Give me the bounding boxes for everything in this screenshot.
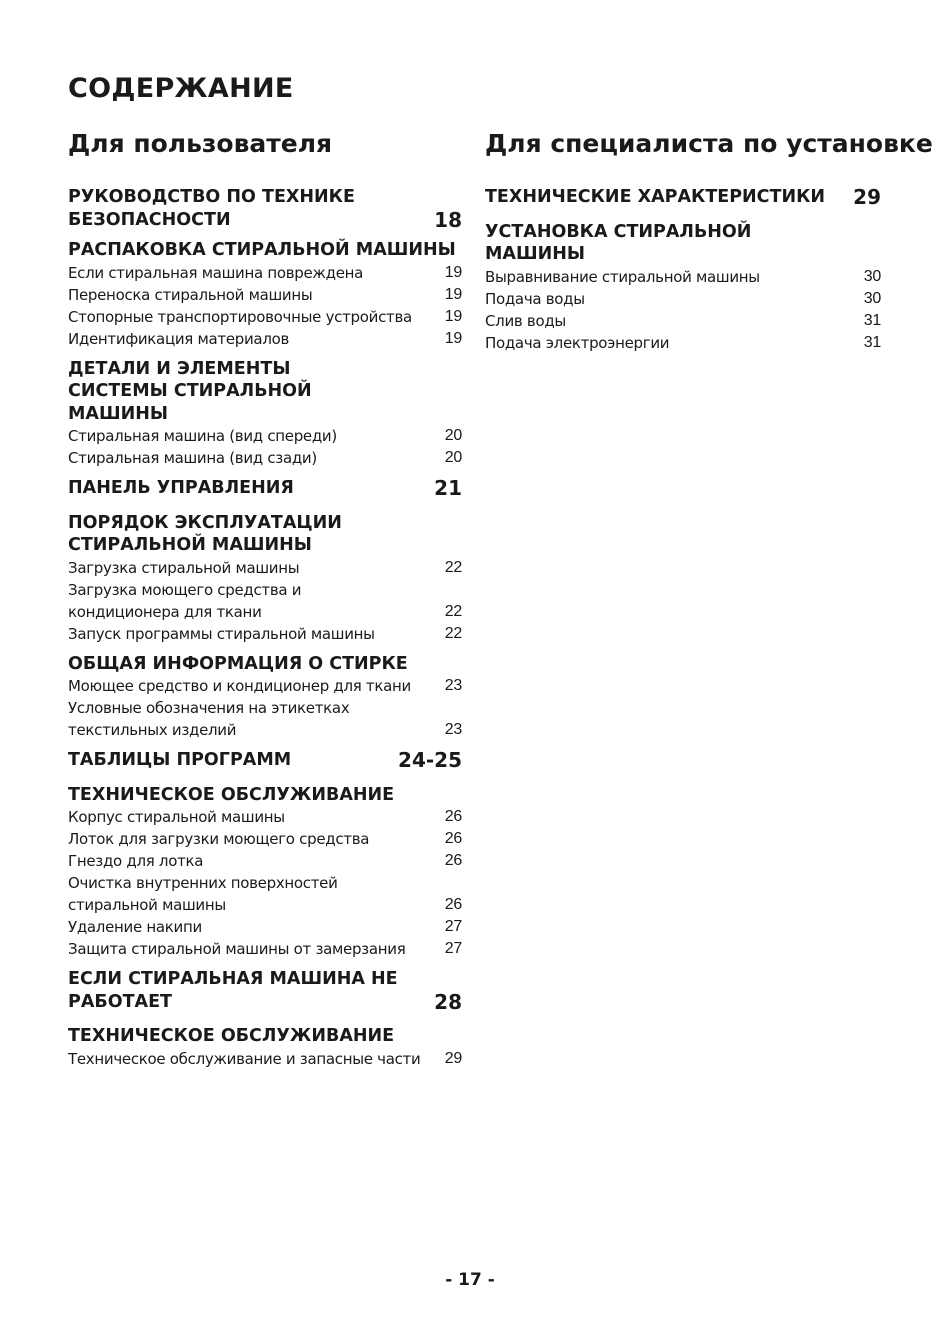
installer-column-title: Для специалиста по установке xyxy=(485,129,933,158)
toc-section-title: ТАБЛИЦЫ ПРОГРАММ xyxy=(68,750,292,770)
toc-entry[interactable] xyxy=(485,310,881,332)
toc-entry-title: Моющее средство и кондиционер для ткани xyxy=(68,677,411,695)
toc-entry[interactable] xyxy=(68,557,462,579)
toc-section-heading[interactable] xyxy=(68,512,462,557)
toc-entry-page: 26 xyxy=(444,852,462,869)
toc-entry-title: Техническое обслуживание и запасные части xyxy=(68,1049,421,1068)
toc-entry-title: Запуск программы стиральной машины xyxy=(68,624,375,643)
toc-entry-page: 27 xyxy=(444,940,462,957)
toc-entry-page: 30 xyxy=(863,289,881,307)
toc-section-title: ОБЩАЯ ИНФОРМАЦИЯ О СТИРКЕ xyxy=(68,653,408,674)
toc-entry-title: Стиральная машина (вид спереди) xyxy=(68,427,337,445)
toc-entry-page: 31 xyxy=(863,333,881,351)
toc-entry[interactable] xyxy=(68,579,462,623)
toc-section-program-tables xyxy=(68,749,462,772)
toc-entry-page: 20 xyxy=(444,427,462,444)
toc-entry-page: 23 xyxy=(444,677,462,694)
toc-entry[interactable] xyxy=(68,850,462,872)
toc-entry-title: Лоток для загрузки моющего средства xyxy=(68,830,370,848)
toc-entry-page: 22 xyxy=(444,602,462,620)
toc-entry[interactable] xyxy=(68,306,462,328)
toc-entry-title: Условные обозначения на этикетках текстильных изделий xyxy=(68,699,350,739)
page-title: СОДЕРЖАНИЕ xyxy=(68,73,294,104)
toc-entry-title: Загрузка стиральной машины xyxy=(68,558,300,577)
toc-section-heading[interactable] xyxy=(485,186,881,209)
toc-section-title: УСТАНОВКА СТИРАЛЬНОЙ МАШИНЫ xyxy=(485,221,752,264)
toc-entry[interactable] xyxy=(68,623,462,645)
toc-entry-page: 31 xyxy=(863,311,881,329)
toc-entry[interactable] xyxy=(68,938,462,960)
toc-section-heading[interactable] xyxy=(68,1025,462,1048)
installer-column xyxy=(485,128,933,362)
toc-entry[interactable] xyxy=(68,1048,462,1070)
toc-entry-page: 19 xyxy=(444,285,462,303)
toc-entry-title: Переноска стиральной машины xyxy=(68,285,313,304)
toc-section-heading[interactable] xyxy=(68,784,462,807)
toc-section-washing-info xyxy=(68,653,462,742)
toc-section-title: ПАНЕЛЬ УПРАВЛЕНИЯ xyxy=(68,478,294,498)
toc-entry-title: Гнездо для лотка xyxy=(68,852,204,870)
toc-entry-page: 22 xyxy=(444,624,462,642)
toc-section-heading[interactable] xyxy=(68,749,462,772)
toc-section-page: 28 xyxy=(434,989,462,1014)
toc-entry-page: 26 xyxy=(444,896,462,913)
toc-section-page: 18 xyxy=(434,207,462,232)
toc-entry-title: Если стиральная машина повреждена xyxy=(68,263,364,282)
toc-section-heading[interactable] xyxy=(68,653,462,676)
toc-entry-title: Корпус стиральной машины xyxy=(68,808,285,826)
toc-entry[interactable] xyxy=(68,872,462,916)
toc-section-heading[interactable] xyxy=(68,186,462,231)
toc-entry-page: 20 xyxy=(444,449,462,466)
toc-entry-title: Подача воды xyxy=(485,289,585,308)
toc-entry[interactable] xyxy=(485,266,881,288)
toc-section-control-panel xyxy=(68,477,462,500)
toc-entry-title: Подача электроэнергии xyxy=(485,333,670,352)
toc-entry[interactable] xyxy=(485,332,881,354)
toc-section-heading[interactable] xyxy=(68,358,462,426)
toc-entry-page: 30 xyxy=(863,267,881,285)
toc-entry-title: Выравнивание стиральной машины xyxy=(485,267,760,286)
toc-section-title: ДЕТАЛИ И ЭЛЕМЕНТЫ СИСТЕМЫ СТИРАЛЬНОЙ МАШИНЫ xyxy=(68,358,312,424)
toc-section-title: ТЕХНИЧЕСКОЕ ОБСЛУЖИВАНИЕ xyxy=(68,1026,395,1046)
toc-entry-title: Стиральная машина (вид сзади) xyxy=(68,449,317,467)
toc-section-heading[interactable] xyxy=(485,221,881,266)
toc-entry[interactable] xyxy=(68,425,462,447)
toc-entry[interactable] xyxy=(68,447,462,469)
toc-entry[interactable] xyxy=(68,328,462,350)
toc-section-title: РУКОВОДСТВО ПО ТЕХНИКЕ БЕЗОПАСНОСТИ xyxy=(68,187,355,230)
toc-entry[interactable] xyxy=(68,697,462,741)
toc-entry-title: Удаление накипи xyxy=(68,918,202,936)
toc-section-title: ЕСЛИ СТИРАЛЬНАЯ МАШИНА НЕ РАБОТАЕТ xyxy=(68,969,398,1012)
toc-entry-page: 26 xyxy=(444,808,462,825)
toc-entry-page: 27 xyxy=(444,918,462,935)
toc-entry-page: 26 xyxy=(444,830,462,847)
toc-section-troubleshooting xyxy=(68,968,462,1013)
toc-section-parts xyxy=(68,358,462,470)
toc-entry-page: 29 xyxy=(444,1049,462,1067)
toc-entry-page: 22 xyxy=(444,558,462,576)
toc-entry-title: Загрузка моющего средства и кондиционера для ткани xyxy=(68,580,302,621)
toc-section-title: ТЕХНИЧЕСКИЕ ХАРАКТЕРИСТИКИ xyxy=(485,187,826,207)
toc-entry-title: Очистка внутренних поверхностей стиральной машины xyxy=(68,874,338,914)
toc-entry[interactable] xyxy=(68,675,462,697)
toc-section-page: 29 xyxy=(853,185,881,209)
toc-entry[interactable] xyxy=(68,916,462,938)
toc-section-title: ТЕХНИЧЕСКОЕ ОБСЛУЖИВАНИЕ xyxy=(68,784,395,805)
toc-section-title: РАСПАКОВКА СТИРАЛЬНОЙ МАШИНЫ xyxy=(68,240,456,260)
toc-section-maintenance xyxy=(68,784,462,961)
toc-section-specifications xyxy=(485,186,881,209)
toc-entry[interactable] xyxy=(68,284,462,306)
toc-entry-title: Защита стиральной машины от замерзания xyxy=(68,940,406,958)
toc-section-page: 21 xyxy=(434,476,462,500)
toc-section-safety xyxy=(68,186,462,231)
toc-section-operation xyxy=(68,512,462,645)
toc-entry[interactable] xyxy=(485,288,881,310)
toc-section-service xyxy=(68,1025,462,1070)
toc-entry[interactable] xyxy=(68,262,462,284)
user-column-title: Для пользователя xyxy=(68,129,333,158)
toc-entry-page: 19 xyxy=(444,263,462,281)
toc-section-heading[interactable] xyxy=(68,477,462,500)
toc-entry[interactable] xyxy=(68,828,462,850)
toc-section-unpacking xyxy=(68,239,462,350)
page-number: - 17 - xyxy=(445,1270,495,1290)
toc-entry-page: 23 xyxy=(444,721,462,738)
toc-entry-title: Слив воды xyxy=(485,311,566,330)
toc-section-heading[interactable] xyxy=(68,968,462,1013)
toc-entry-title: Стопорные транспортировочные устройства xyxy=(68,307,412,326)
toc-section-installation xyxy=(485,221,881,354)
toc-section-title: ПОРЯДОК ЭКСПЛУАТАЦИИ СТИРАЛЬНОЙ МАШИНЫ xyxy=(68,512,342,555)
toc-entry-title: Идентификация материалов xyxy=(68,329,290,348)
user-column xyxy=(68,128,462,1078)
toc-entry[interactable] xyxy=(68,806,462,828)
toc-entry-page: 19 xyxy=(444,307,462,325)
toc-section-page: 24-25 xyxy=(398,748,462,772)
toc-section-heading[interactable] xyxy=(68,239,462,262)
toc-entry-page: 19 xyxy=(444,329,462,347)
